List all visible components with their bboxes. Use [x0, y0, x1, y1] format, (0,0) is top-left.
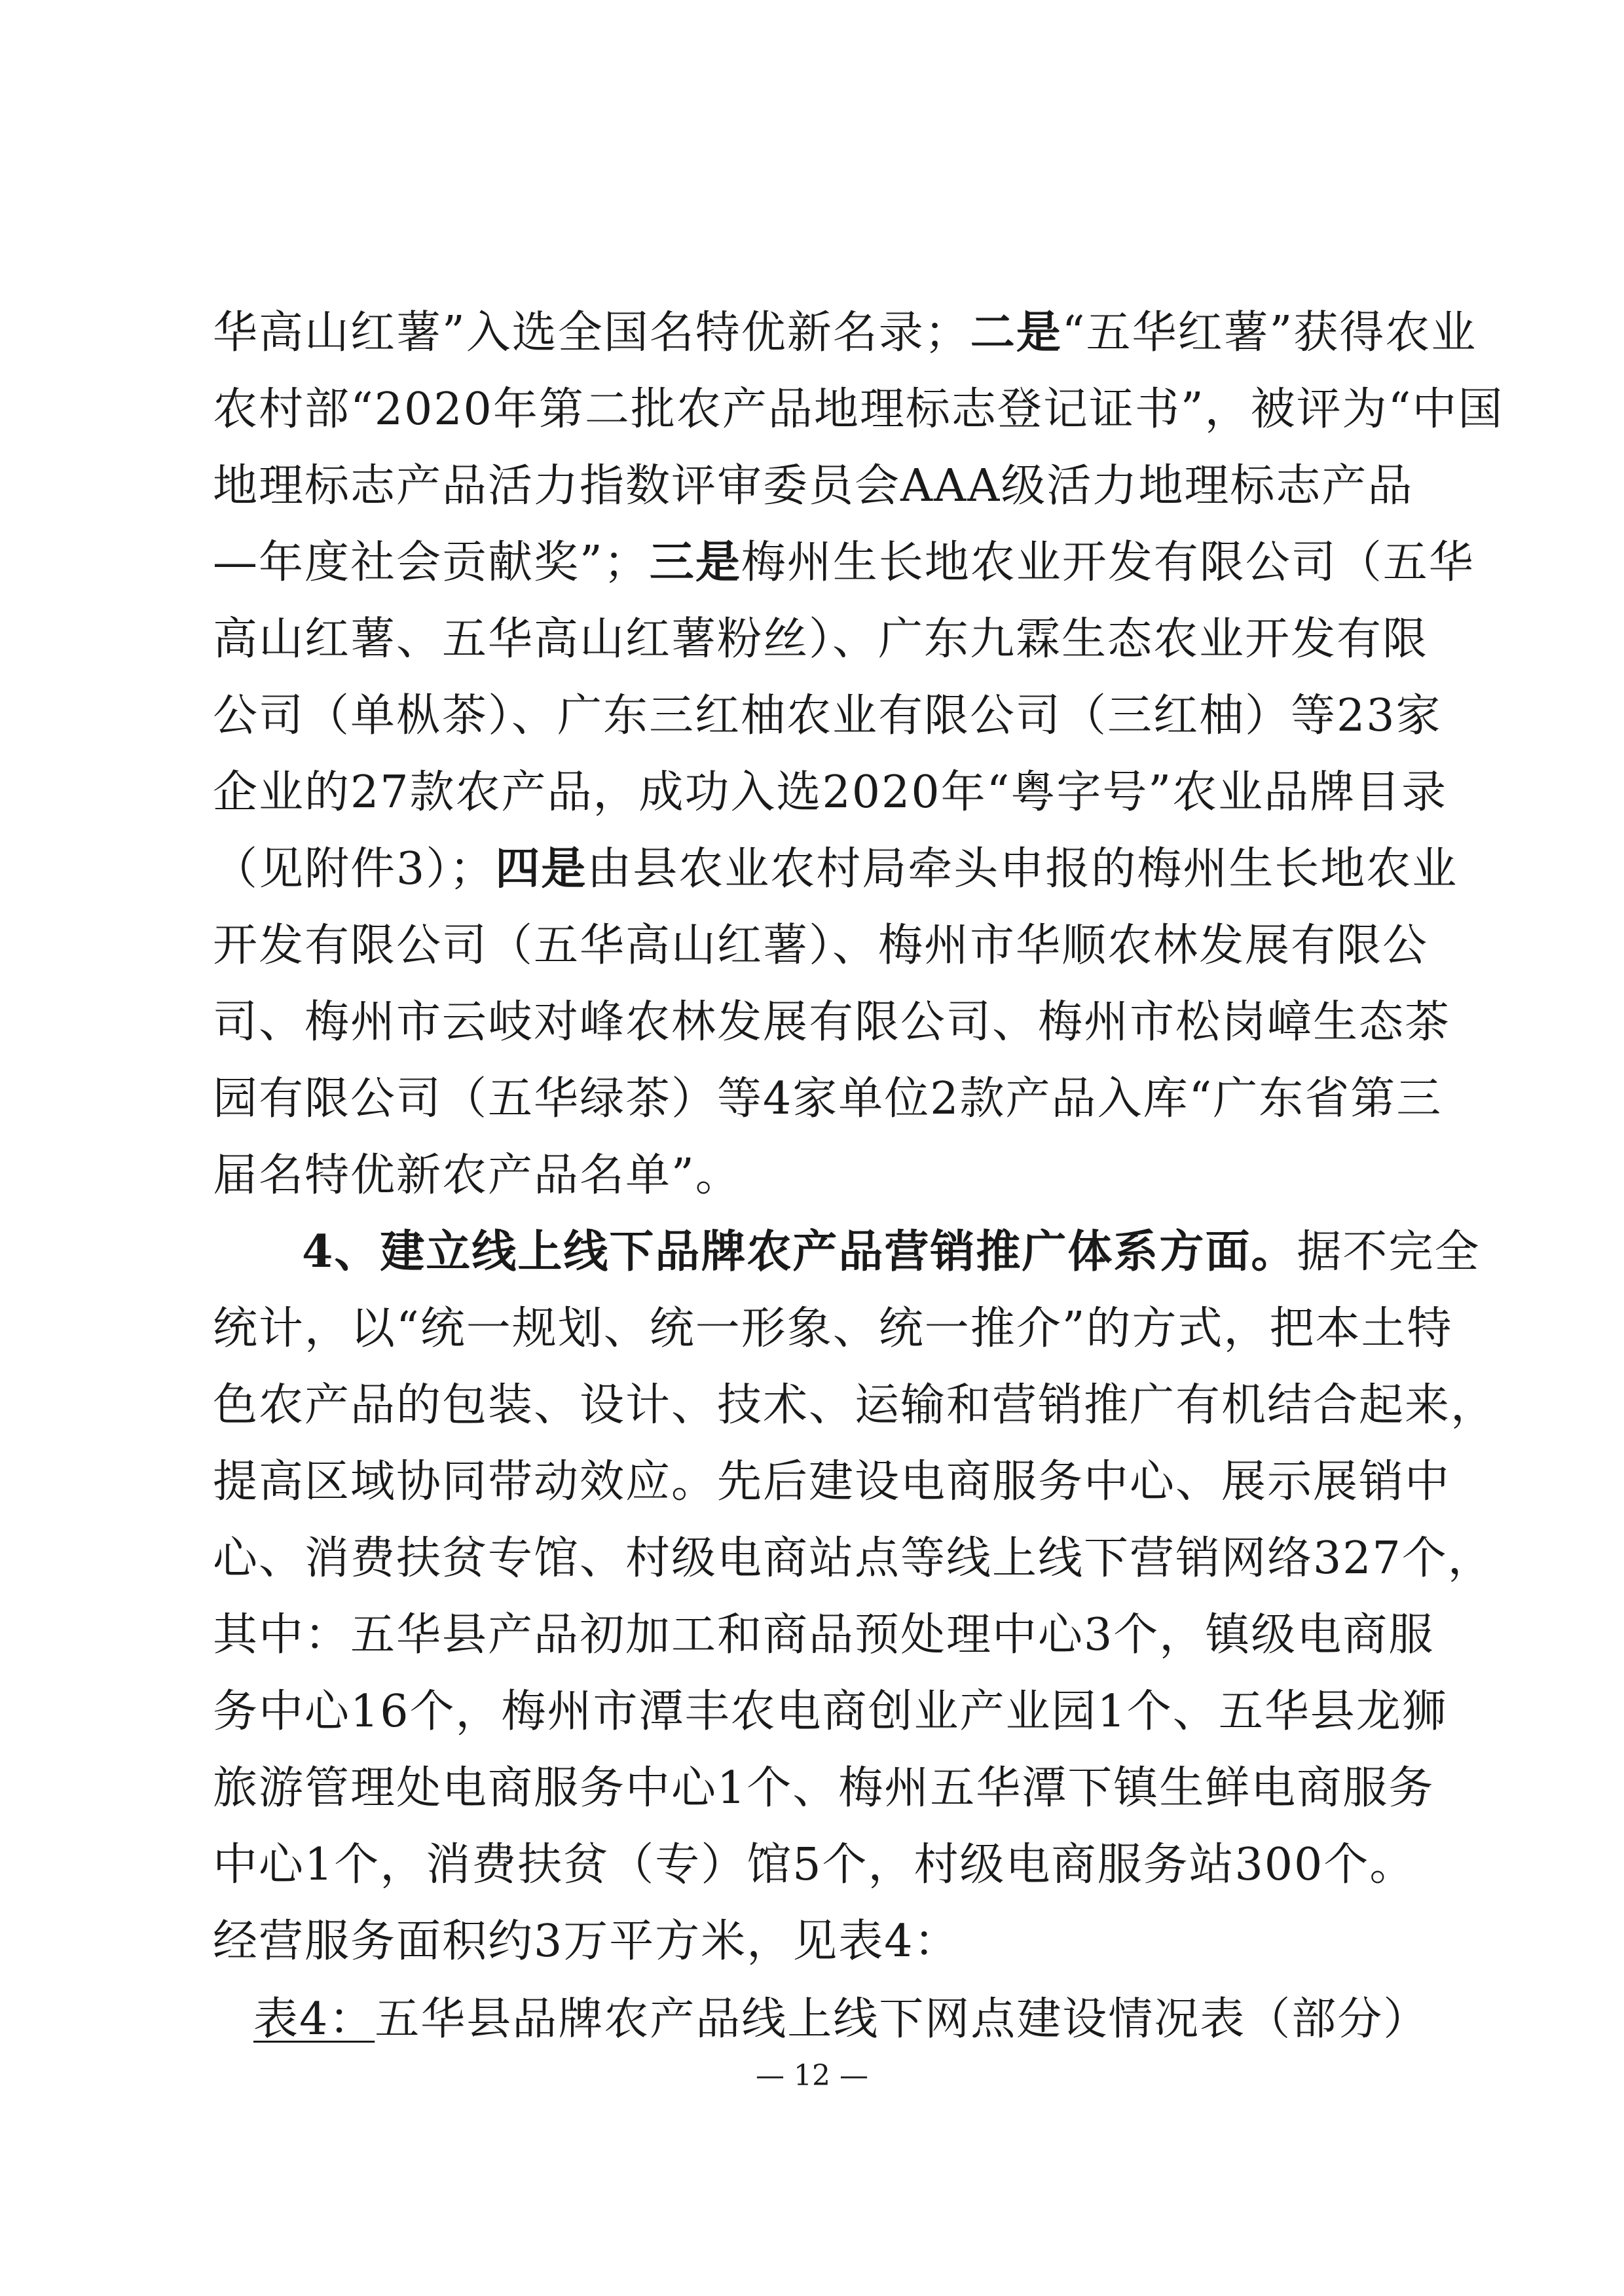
page-number: — 12 — — [756, 2059, 868, 2092]
text-line — [213, 1290, 1453, 1367]
text-line — [213, 448, 1414, 524]
text-segment: 华高山红薯”入选全国名特优新名录； — [213, 307, 970, 359]
text-line — [213, 1597, 1435, 1673]
text-segment: 心、消费扶贫专馆、村级电商站点等线上线下营销网络327个， — [213, 1533, 1494, 1584]
text-segment: 务中心16个，梅州市潭丰农电商创业产业园1个、五华县龙狮 — [213, 1686, 1448, 1738]
text-line — [213, 831, 1458, 907]
text-line — [213, 1903, 1411, 1980]
table-caption-text: 五华县品牌农产品线上线下网点建设情况表（部分） — [375, 1994, 1430, 2045]
text-segment: 梅州生长地农业开发有限公司（五华 — [741, 537, 1475, 589]
text-segment: “五华红薯”获得农业 — [1061, 307, 1477, 359]
text-line — [213, 371, 1504, 448]
text-segment: 公司（单枞茶）、广东三红柚农业有限公司（三红柚）等23家 — [213, 690, 1442, 742]
text-segment: 地理标志产品活力指数评审委员会AAA级活力地理标志产品 — [213, 460, 1414, 512]
text-segment: 色农产品的包装、设计、技术、运输和营销推广有机结合起来， — [213, 1379, 1497, 1431]
text-segment: 企业的27款农产品，成功入选2020年“粤字号”农业品牌目录 — [213, 767, 1448, 818]
text-segment: 中心1个，消费扶贫（专）馆5个，村级电商服务站300个。 — [213, 1839, 1416, 1891]
text-segment: 开发有限公司（五华高山红薯）、梅州市华顺农林发展有限公 — [213, 920, 1429, 972]
text-line — [213, 1444, 1451, 1520]
text-line — [213, 1750, 1435, 1827]
text-segment: 届名特优新农产品名单”。 — [213, 1150, 741, 1201]
text-segment: 农村部“2020年第二批农产品地理标志登记证书”，被评为“中国 — [213, 384, 1504, 435]
text-line — [213, 907, 1429, 984]
paragraph-text — [213, 295, 1504, 1980]
bold-text-segment: 四是 — [495, 843, 587, 895]
text-segment: 由县农业农村局牵头申报的梅州生长地农业 — [587, 843, 1458, 895]
text-line — [213, 1214, 1481, 1290]
bold-text-segment: 三是 — [649, 536, 741, 589]
text-line — [213, 524, 1475, 601]
bold-text-segment: 二是 — [970, 306, 1062, 359]
text-line — [213, 1827, 1416, 1903]
text-segment: 司、梅州市云岐对峰农林发展有限公司、梅州市松岗嶂生态茶 — [213, 996, 1451, 1048]
text-line — [213, 1520, 1494, 1597]
text-line — [213, 1673, 1448, 1750]
text-segment: —年度社会贡献奖”； — [213, 537, 650, 589]
document-body — [213, 295, 1504, 2058]
text-line — [213, 601, 1429, 678]
text-line — [213, 984, 1451, 1061]
text-segment: 统计，以“统一规划、统一形象、统一推介”的方式，把本土特 — [213, 1303, 1453, 1355]
text-line — [213, 678, 1442, 754]
text-line — [213, 1061, 1443, 1137]
text-line — [213, 1367, 1497, 1444]
text-segment: 旅游管理处电商服务中心1个、梅州五华潭下镇生鲜电商服务 — [213, 1762, 1435, 1814]
text-line — [213, 1137, 1411, 1214]
text-segment: （见附件3）； — [213, 843, 496, 895]
text-segment: 高山红薯、五华高山红薯粉丝）、广东九霖生态农业开发有限 — [213, 613, 1429, 665]
text-line — [213, 295, 1477, 371]
table-caption — [213, 1981, 1430, 2058]
text-line — [213, 754, 1448, 831]
text-segment: 其中：五华县产品初加工和商品预处理中心3个，镇级电商服 — [213, 1609, 1435, 1661]
text-segment: 提高区域协同带动效应。先后建设电商服务中心、展示展销中 — [213, 1456, 1451, 1508]
text-segment: 经营服务面积约3万平方米，见表4： — [213, 1916, 960, 1967]
text-segment: 园有限公司（五华绿茶）等4家单位2款产品入库“广东省第三 — [213, 1073, 1443, 1125]
bold-text-segment: 4、建立线上线下品牌农产品营销推广体系方面。 — [302, 1226, 1297, 1278]
text-segment: 据不完全 — [1297, 1226, 1481, 1278]
table-caption-label: 表4： — [253, 1994, 375, 2045]
